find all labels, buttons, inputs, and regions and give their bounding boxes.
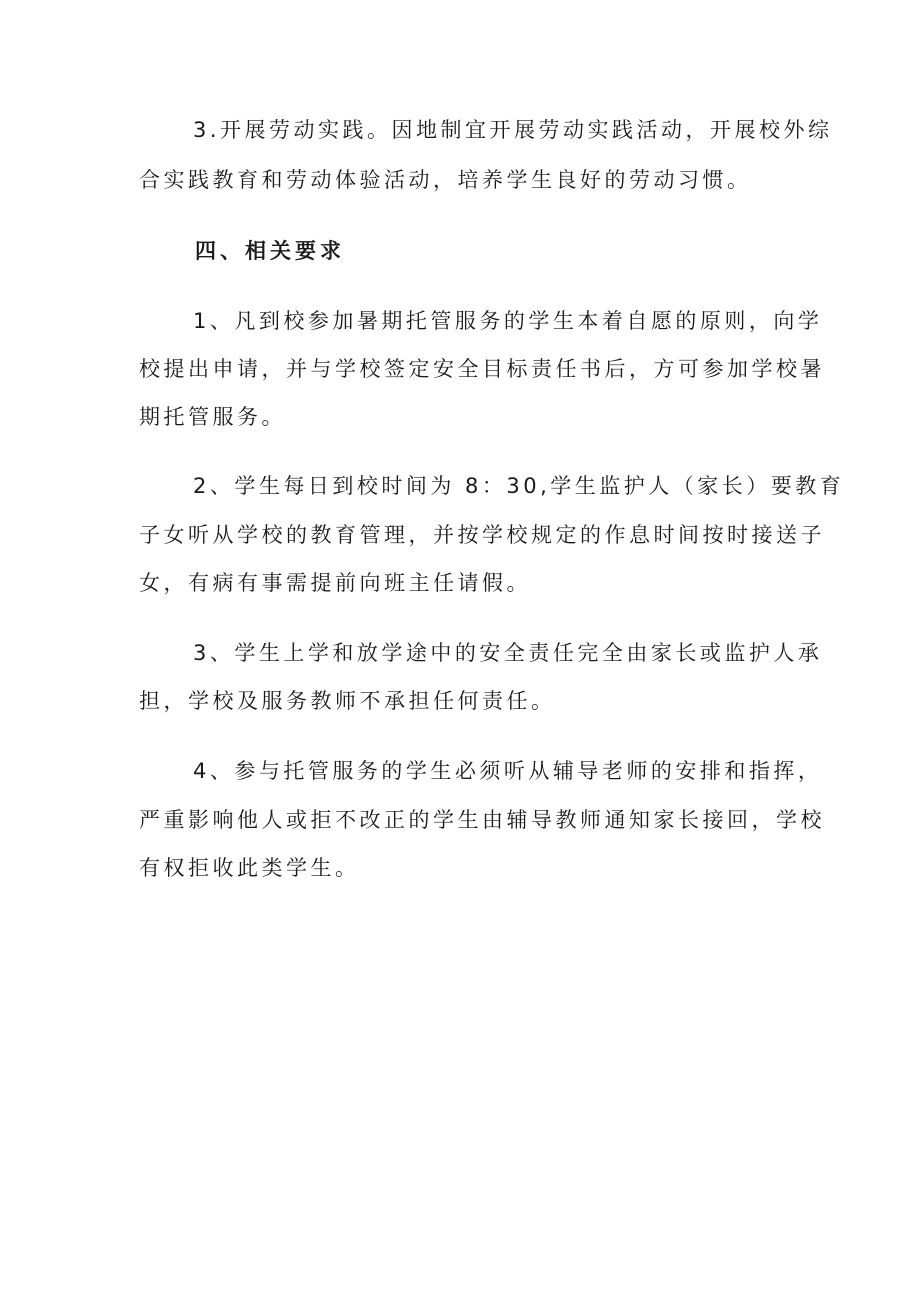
- requirement-2-line-1: 2、学生每日到校时间为 8：30,学生监护人（家长）要教育: [193, 474, 845, 498]
- requirement-4-line-1: 4、参与托管服务的学生必须听从辅导老师的安排和指挥，: [193, 759, 823, 783]
- section-heading-requirements: 四、相关要求: [195, 239, 345, 263]
- item3-line-1: 3.开展劳动实践。因地制宜开展劳动实践活动，开展校外综: [193, 118, 833, 142]
- requirement-4-line-3: 有权拒收此类学生。: [139, 856, 360, 880]
- requirement-1-line-3: 期托管服务。: [139, 405, 286, 429]
- requirement-2-line-3: 女，有病有事需提前向班主任请假。: [139, 571, 531, 595]
- requirement-2-line-2: 子女听从学校的教育管理，并按学校规定的作息时间按时接送子: [139, 523, 825, 547]
- requirement-3-line-2: 担，学校及服务教师不承担任何责任。: [139, 689, 556, 713]
- requirement-1-line-1: 1、凡到校参加暑期托管服务的学生本着自愿的原则，向学: [193, 309, 823, 333]
- item3-line-2: 合实践教育和劳动体验活动，培养学生良好的劳动习惯。: [139, 168, 752, 192]
- requirement-3-line-1: 3、学生上学和放学途中的安全责任完全由家长或监护人承: [193, 641, 823, 665]
- requirement-1-line-2: 校提出申请，并与学校签定安全目标责任书后，方可参加学校暑: [139, 357, 825, 381]
- requirement-4-line-2: 严重影响他人或拒不改正的学生由辅导教师通知家长接回，学校: [139, 808, 825, 832]
